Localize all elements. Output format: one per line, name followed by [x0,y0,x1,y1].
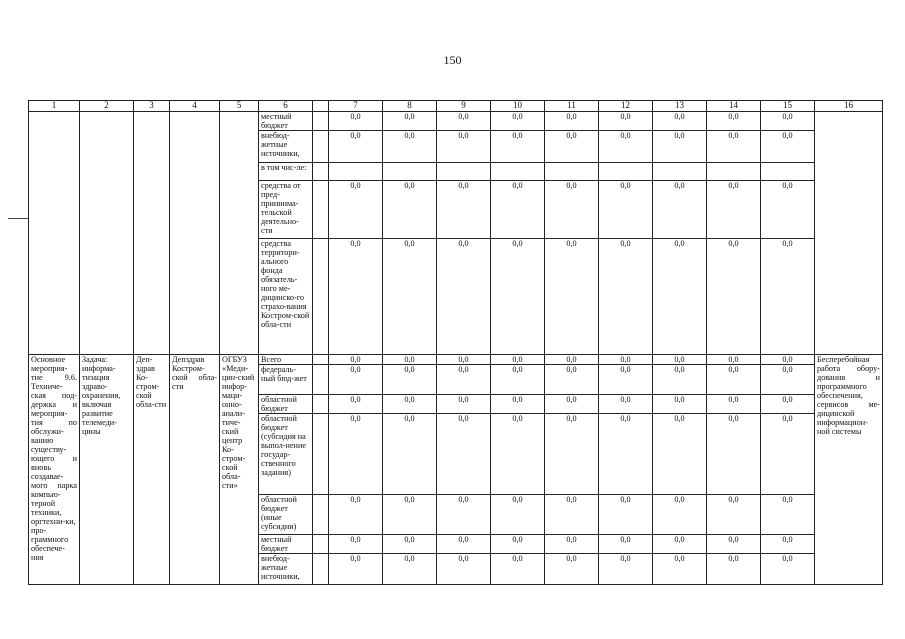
value-cell: 0,0 [707,554,761,585]
value-cell: 0,0 [383,395,437,414]
spacer-cell [313,355,329,365]
value-cell: 0,0 [761,181,815,239]
value-cell: 0,0 [545,239,599,355]
funding-source-label: Всего [259,355,313,365]
value-cell: 0,0 [491,535,545,554]
value-cell: 0,0 [707,112,761,131]
value-cell: 0,0 [545,495,599,535]
value-cell: 0,0 [653,414,707,495]
spacer-cell [313,181,329,239]
value-cell: 0,0 [329,112,383,131]
value-cell: 0,0 [491,355,545,365]
value-cell: 0,0 [437,365,491,395]
spacer-cell [313,239,329,355]
value-cell: 0,0 [383,131,437,163]
spacer-cell [313,365,329,395]
value-cell: 0,0 [707,131,761,163]
col5-empty-cell [220,112,259,355]
value-cell [761,163,815,181]
value-cell: 0,0 [599,131,653,163]
col1-empty-cell [29,112,80,355]
measure-title-cell: Основное мероприя-тие 9.6. Техниче-ская под-держка и мероприя-тия по обслужи-ванию существу-ющего и вновь создавае-мого парка компью-терной техники, оргтехни-ки, про-граммного обеспече-ния [29,355,80,585]
value-cell [653,163,707,181]
value-cell: 0,0 [383,355,437,365]
value-cell: 0,0 [383,181,437,239]
value-cell: 0,0 [545,414,599,495]
value-cell: 0,0 [491,395,545,414]
value-cell: 0,0 [653,395,707,414]
value-cell: 0,0 [437,355,491,365]
value-cell: 0,0 [761,395,815,414]
value-cell: 0,0 [329,395,383,414]
funding-source-label: внебюд-жетные источники, [259,554,313,585]
value-cell: 0,0 [599,554,653,585]
value-cell: 0,0 [329,181,383,239]
value-cell [437,163,491,181]
value-cell: 0,0 [491,112,545,131]
value-cell: 0,0 [761,554,815,585]
value-cell [329,163,383,181]
value-cell: 0,0 [491,414,545,495]
value-cell: 0,0 [491,554,545,585]
value-cell: 0,0 [437,131,491,163]
value-cell: 0,0 [707,414,761,495]
value-cell: 0,0 [707,181,761,239]
value-cell: 0,0 [383,112,437,131]
value-cell: 0,0 [707,395,761,414]
value-cell: 0,0 [599,535,653,554]
spacer-cell [313,112,329,131]
value-cell: 0,0 [653,495,707,535]
header-cell: 11 [545,101,599,112]
col16-empty-cell [815,112,883,355]
value-cell: 0,0 [653,554,707,585]
value-cell: 0,0 [761,365,815,395]
header-cell: 1 [29,101,80,112]
value-cell: 0,0 [437,181,491,239]
value-cell: 0,0 [329,414,383,495]
value-cell [491,163,545,181]
continued-section [29,112,883,355]
value-cell: 0,0 [653,131,707,163]
value-cell: 0,0 [545,355,599,365]
value-cell: 0,0 [599,112,653,131]
value-cell: 0,0 [491,239,545,355]
value-cell: 0,0 [329,495,383,535]
value-cell: 0,0 [545,395,599,414]
value-cell: 0,0 [653,365,707,395]
value-cell: 0,0 [437,554,491,585]
value-cell: 0,0 [383,365,437,395]
value-cell: 0,0 [383,554,437,585]
value-cell: 0,0 [491,495,545,535]
spacer-cell [313,535,329,554]
value-cell: 0,0 [545,554,599,585]
value-cell: 0,0 [599,239,653,355]
spacer-cell [313,554,329,585]
value-cell: 0,0 [329,239,383,355]
header-cell: 6 [259,101,313,112]
value-cell: 0,0 [653,112,707,131]
page-number: 150 [443,53,462,67]
value-cell: 0,0 [545,181,599,239]
spacer-cell [313,163,329,181]
program-table [28,100,883,585]
value-cell [383,163,437,181]
value-cell [707,163,761,181]
header-cell: 5 [220,101,259,112]
value-cell: 0,0 [383,414,437,495]
value-cell: 0,0 [491,181,545,239]
value-cell: 0,0 [329,355,383,365]
value-cell: 0,0 [653,181,707,239]
header-cell: 8 [383,101,437,112]
col2-empty-cell [80,112,134,355]
header-cell: 7 [329,101,383,112]
value-cell [545,163,599,181]
value-cell: 0,0 [599,395,653,414]
value-cell: 0,0 [545,131,599,163]
value-cell: 0,0 [599,365,653,395]
funding-source-label: средства от пред-приннима-тельской деятельно-сти [259,181,313,239]
header-cell: 13 [653,101,707,112]
value-cell: 0,0 [599,495,653,535]
value-cell: 0,0 [383,535,437,554]
value-cell: 0,0 [761,355,815,365]
spacer-cell [313,131,329,163]
header-cell: 16 [815,101,883,112]
funding-source-label: областной бюджет (иные субсидии) [259,495,313,535]
value-cell: 0,0 [437,112,491,131]
value-cell: 0,0 [329,131,383,163]
header-row [29,101,883,112]
margin-mark [8,218,28,219]
funding-source-label: федераль-ный бюд-жет [259,365,313,395]
value-cell: 0,0 [383,495,437,535]
value-cell: 0,0 [329,554,383,585]
value-cell: 0,0 [761,131,815,163]
header-cell: 2 [80,101,134,112]
value-cell: 0,0 [707,365,761,395]
funding-source-label: местный бюджет [259,535,313,554]
value-cell: 0,0 [707,239,761,355]
value-cell: 0,0 [437,535,491,554]
value-cell: 0,0 [707,495,761,535]
value-cell: 0,0 [653,535,707,554]
value-cell: 0,0 [437,495,491,535]
header-cell: 10 [491,101,545,112]
funding-source-label: местный бюджет [259,112,313,131]
value-cell: 0,0 [761,414,815,495]
funding-source-label: областной бюджет (субсидия на выпол-нение государ-ственного задания) [259,414,313,495]
value-cell: 0,0 [707,535,761,554]
value-cell: 0,0 [545,112,599,131]
col3-empty-cell [134,112,170,355]
header-cell: 14 [707,101,761,112]
funding-source-label: областной бюджет [259,395,313,414]
funding-source-label: внебюд-жетные источники, [259,131,313,163]
participant-cell: ОГБУЗ «Меди-цин-ский инфор-маци-онно-анали-тиче-ский центр Ко-стром-ской обла-сти» [220,355,259,585]
table-row [29,112,883,131]
value-cell: 0,0 [761,239,815,355]
spacer-cell [313,414,329,495]
expected-result-cell: Бесперебойная работа обору-дования и программного обеспечения, сервисов ме-дицинской информацион-ной системы [815,355,883,585]
value-cell: 0,0 [599,355,653,365]
responsible-cell: Депздрав Костром-ской обла-сти [170,355,220,585]
spacer-cell [313,395,329,414]
col4-empty-cell [170,112,220,355]
funding-source-label: средства территори-ального фонда обязатель-ного ме-дицинско-го страхо-вания Костром-ской обла-сти [259,239,313,355]
spacer-cell [313,495,329,535]
value-cell: 0,0 [437,239,491,355]
value-cell [599,163,653,181]
task-cell: Задача: информа-тизация здраво-охранения, включая развитие телемеди-цины [80,355,134,585]
value-cell: 0,0 [383,239,437,355]
value-cell: 0,0 [437,414,491,495]
value-cell: 0,0 [653,239,707,355]
value-cell: 0,0 [437,395,491,414]
value-cell: 0,0 [707,355,761,365]
header-cell: 9 [437,101,491,112]
executor-cell: Деп-здрав Ко-стром-ской обла-сти [134,355,170,585]
value-cell: 0,0 [599,414,653,495]
measure-9-6-section [29,355,883,585]
value-cell: 0,0 [653,355,707,365]
value-cell: 0,0 [491,365,545,395]
header-cell: 3 [134,101,170,112]
value-cell: 0,0 [599,181,653,239]
header-cell: 4 [170,101,220,112]
funding-source-label: в том чис-ле: [259,163,313,181]
value-cell: 0,0 [545,535,599,554]
header-cell-spacer [313,101,329,112]
value-cell: 0,0 [329,365,383,395]
header-cell: 12 [599,101,653,112]
value-cell: 0,0 [761,535,815,554]
value-cell: 0,0 [329,535,383,554]
value-cell: 0,0 [491,131,545,163]
value-cell: 0,0 [761,495,815,535]
value-cell: 0,0 [761,112,815,131]
header-cell: 15 [761,101,815,112]
value-cell: 0,0 [545,365,599,395]
table-row [29,355,883,365]
